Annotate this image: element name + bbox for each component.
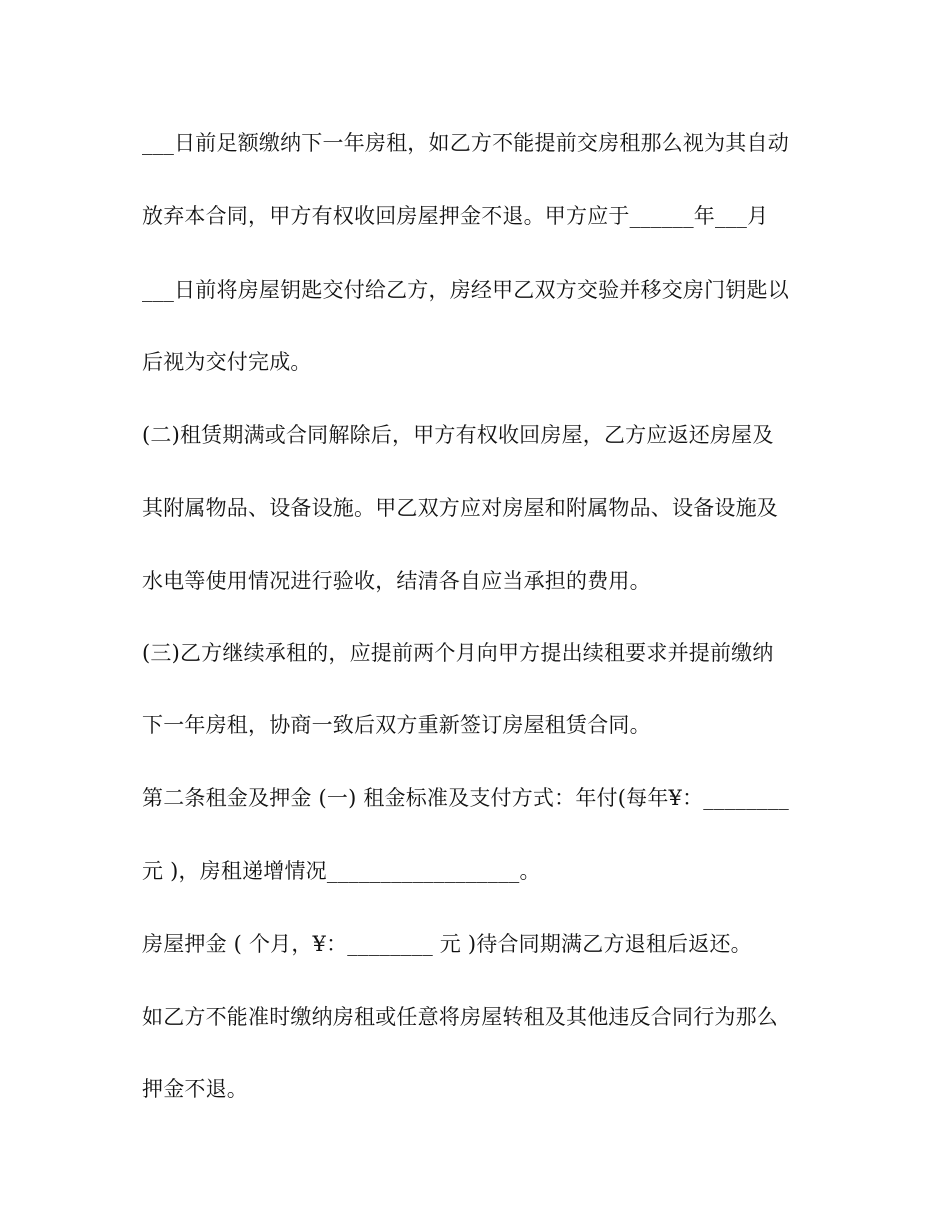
text-line: (三)乙方继续承租的，应提前两个月向甲方提出续租要求并提前缴纳 (142, 641, 774, 665)
text-line: 下一年房租，协商一致后双方重新签订房屋租赁合同。 (142, 713, 651, 737)
text-line: 元 )，房租递增情况__________________。 (142, 859, 541, 883)
text-line: 其附属物品、设备设施。甲乙双方应对房屋和附属物品、设备设施及 (142, 496, 778, 520)
text-line: 押金不退。 (142, 1077, 248, 1101)
text-line: 第二条租金及押金 (一) 租金标准及支付方式：年付(每年¥：________ (142, 786, 789, 810)
text-line: 房屋押金 ( 个月，¥：________ 元 )待合同期满乙方退租后返还。 (142, 932, 752, 956)
text-line: 后视为交付完成。 (142, 350, 312, 374)
text-line: 水电等使用情况进行验收，结清各自应当承担的费用。 (142, 569, 651, 593)
text-line: ___日前足额缴纳下一年房租，如乙方不能提前交房租那么视为其自动 (142, 131, 789, 155)
text-line: (二)租赁期满或合同解除后，甲方有权收回房屋，乙方应返还房屋及 (142, 423, 774, 447)
text-line: 放弃本合同，甲方有权收回房屋押金不退。甲方应于______年___月 (142, 204, 769, 228)
text-line: 如乙方不能准时缴纳房租或任意将房屋转租及其他违反合同行为那么 (142, 1005, 778, 1029)
text-line: ___日前将房屋钥匙交付给乙方，房经甲乙双方交验并移交房门钥匙以 (142, 278, 789, 302)
